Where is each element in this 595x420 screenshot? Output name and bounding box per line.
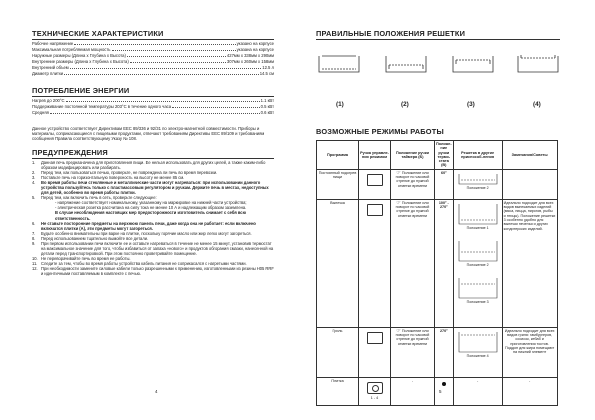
rack-caption: Положение 4	[466, 353, 489, 358]
table-row	[317, 199, 558, 327]
list-item-number: 11.	[32, 260, 38, 266]
table-row	[317, 327, 558, 377]
list-item-text: В случае несоблюдения настоящих мер предосторожности изготовитель снимает с себя всю ответственность.	[55, 210, 247, 221]
spec-label: Поддерживание постоянной температуры 203°С в течение одного часа	[32, 104, 172, 109]
energy-rule	[32, 96, 274, 97]
program-name: Плитка	[317, 377, 359, 405]
mode-knob-icon	[367, 174, 383, 186]
leader-dots	[127, 53, 226, 57]
list-item	[32, 266, 274, 276]
temperature: 270°	[435, 327, 454, 377]
list-item-text: Перед тем, как включить печь в сеть, проверьте следующее:	[41, 195, 157, 201]
list-item-text: - напряжение соответствует номинальному, указанному на маркировке на нижней части устройства;	[55, 200, 247, 206]
spec-label: Нагрев до 200°С	[32, 98, 65, 103]
leader-dots	[66, 98, 260, 102]
list-item-number: 1.	[32, 160, 36, 165]
leader-dots	[50, 110, 260, 114]
rack-position-label-4: (4)	[533, 101, 541, 108]
spec-value: 427мм х 338мм х 290мм	[226, 53, 274, 58]
rack-cell	[453, 169, 502, 199]
rack-position-2-figure	[385, 51, 427, 75]
list-item-text: Не ставьте посторонние предметы на верхнюю панель печи, даже когда она не работает: если включено включатся плитки (А), эти предметы могут загореться.	[41, 220, 256, 231]
page-number-left: 4	[155, 389, 158, 394]
table-row	[317, 169, 558, 199]
rack-caption: Положение 3	[466, 300, 489, 305]
list-item-text: При необходимости замените силовые кабели только разрешенными к применению, изготовленными из резины H05 RRF и идентичными поставляемым в комплекте с печью.	[41, 265, 274, 277]
mode-knob-cell	[359, 327, 391, 377]
header-mode-knob: Ручка управле-ния режимом	[359, 141, 391, 170]
spec-row	[32, 110, 274, 116]
mode-knob-cell	[359, 199, 391, 327]
header-notes: Замечания/Советы	[502, 141, 557, 170]
list-item	[32, 210, 274, 220]
leader-dots	[64, 71, 259, 75]
rack-position-icon	[458, 173, 498, 185]
note	[502, 169, 557, 199]
header-timer: Положение ручки таймера (Б)	[391, 141, 435, 170]
rack-cell	[453, 199, 502, 327]
list-item-text: Во время работы печи стеклянные и металлические части могут нагреваться: при использовании данного устройства пользуйтесь только с пластмассовым регулятором и ручкам. Держите печь в местах, недоступных для детей, особенно во время работы плитки.	[41, 180, 269, 196]
list-item	[32, 180, 274, 195]
list-item-number	[46, 210, 55, 220]
rack-caption: Положение 1	[466, 225, 489, 230]
modes-title: ВОЗМОЖНЫЕ РЕЖИМЫ РАБОТЫ	[316, 127, 444, 136]
list-item-number: 4.	[32, 180, 36, 186]
list-item-number: 6.	[32, 220, 36, 226]
timer-cell: ☞ Положение или поворот по часовой стрелке до нужной отметки времени	[391, 199, 435, 327]
list-item-text: Не переворачивайте печь во время ее работы.	[41, 255, 131, 261]
leader-dots	[112, 47, 236, 51]
rack-position-icon	[458, 240, 498, 262]
modes-table	[316, 140, 558, 406]
note: Идеально подходит для всех видов гриля: гамбургеров, сосисок, кебаб и приготовления тостов. Поддон для жира помещают на нижний элемент	[502, 327, 557, 377]
note: Идеально подходит для всех видов выпекаемых изделий (мяса, пицца, пирогов, рыбы и птицы). Положение решетки 3 особенно удобно для выпечки печенья и других кондитерских изделий.	[502, 199, 557, 327]
list-item-text: Будьте особенно внимательны при варке на плитке, поскольку горячие масло или жир легко могут загореться.	[41, 230, 252, 236]
spec-value: 1.1 кВт	[260, 98, 274, 103]
spec-value: 14.5 см	[259, 71, 274, 76]
list-item-number: 9.	[32, 240, 36, 246]
list-item	[32, 241, 274, 256]
program-name: Постоянный подогрев пищи	[317, 169, 359, 199]
list-item-text: Следите за тем, чтобы во время работы устройства кабель питания не соприкасался с нагретыми частями.	[41, 260, 247, 266]
rack-caption: Положение 2	[466, 263, 489, 268]
spec-label: Средняя	[32, 110, 49, 115]
hand-icon: ☞	[396, 199, 401, 206]
rack-position-label-2: (2)	[401, 101, 409, 108]
list-item-text: Перед использованием тщательно вымойте все детали.	[41, 235, 149, 241]
spec-label: Наружные размеры (Длина х Глубина х Высота)	[32, 53, 126, 58]
rack-position-label-3: (3)	[467, 101, 475, 108]
dot-icon	[442, 382, 446, 386]
energy-title: ПОТРЕБЛЕНИЕ ЭНЕРГИИ	[32, 86, 130, 95]
leader-dots	[70, 65, 262, 69]
list-item-text: Перед тем, как пользоваться печью, проверьте, не повреждена ли печь во время перевозки.	[41, 170, 218, 176]
spec-value: указана на корпусе	[236, 47, 274, 52]
timer-cell: -	[391, 377, 435, 405]
temperature: 100° - 270°	[435, 199, 454, 327]
spec-label: Максимальная потребляемая мощность	[32, 47, 111, 52]
spec-value: указано на корпусе	[236, 41, 274, 46]
rack-position-icon	[458, 277, 498, 299]
hand-icon: ☞	[396, 327, 401, 334]
header-rack: Решетка в другие приспособ-ления	[453, 141, 502, 170]
table-row	[317, 377, 558, 405]
mode-knob-icon	[367, 204, 383, 216]
modes-table-header	[317, 141, 558, 170]
list-item-text: Поставьте печь на горизонтальную поверхность на высоту не менее 85 см.	[41, 175, 185, 181]
spec-value: 307мм х 260мм х 158мм	[226, 59, 274, 64]
spec-row	[32, 71, 274, 77]
rack-position-label-1: (1)	[336, 101, 344, 108]
rack-position-icon	[458, 331, 498, 353]
program-name: Гриль	[317, 327, 359, 377]
list-item-number: 3.	[32, 175, 36, 181]
list-item-number: 10.	[32, 255, 38, 261]
rack-position-icon	[458, 203, 498, 225]
rack-position-4-figure	[517, 51, 559, 75]
spec-label: Диаметр плитки	[32, 71, 64, 76]
specs-title: ТЕХНИЧЕСКИЕ ХАРАКТЕРИСТИКИ	[32, 29, 164, 38]
energy-note: Данное устройство соответствует Директивам ЕЕС 89/336 и 92/31 по электро-магнитной совместимости. Приборы и материалы, соприкасающиеся с пищевыми продуктами, отвечают требованиям Директивы ЕЕС 89/109 и требованиям сообщения Правила соответствующему Указу № 108.	[32, 126, 265, 142]
positions-rule	[316, 39, 560, 40]
specs-rule	[32, 39, 274, 40]
timer-cell: ☞ Положение или поворот по часовой стрелке до нужной отметки времени	[391, 169, 435, 199]
list-item-number: 7.	[32, 230, 36, 236]
rack-cell	[453, 327, 502, 377]
temperature-cell	[435, 377, 454, 405]
knob-caption: 1 - 4	[370, 395, 379, 400]
rack-caption: Положение 2	[466, 185, 489, 190]
list-item-text: При первом использовании печи включите ее и оставьте нагреваться в течение не менее 15 минут, установив термостат на максимальное значение для того, чтобы избавиться от запаха «нового» и продуктов обгорания смазки, нанесенной на детали перед транспортировкой. При этом постоянно проветривайте помещение.	[41, 240, 274, 256]
positions-title: ПРАВИЛЬНЫЕ ПОЛОЖЕНИЯ РЕШЕТКИ	[316, 29, 466, 38]
spec-value: 0.6 кВт	[260, 110, 274, 115]
warnings-list	[32, 160, 274, 276]
page-number-right: 5	[439, 389, 442, 394]
list-item-number: 12.	[32, 265, 38, 271]
temperature: 60°	[435, 169, 454, 199]
mode-knob-cell	[359, 169, 391, 199]
timer-cell: ☞ Положение или поворот по часовой стрелке до нужной отметки времени	[391, 327, 435, 377]
rack-caption: -	[453, 377, 502, 405]
list-item-number: 2.	[32, 170, 36, 176]
rack-position-3-figure	[452, 51, 494, 75]
header-thermostat: Положе-ние ручки термо-стата (В)	[436, 142, 452, 168]
spec-label: Внутренний объем	[32, 65, 69, 70]
list-item	[32, 160, 274, 170]
leader-dots	[130, 59, 226, 63]
rack-position-1-figure	[318, 51, 360, 75]
list-item-number: 5.	[32, 195, 36, 201]
program-name: Выпечка	[317, 199, 359, 327]
list-item-text: - электрическая розетка рассчитана на силу тока не менее 10 А и надлежащим образом заземлена.	[55, 205, 247, 211]
mode-knob-icon	[367, 332, 383, 344]
leader-dots	[172, 104, 260, 108]
leader-dots	[74, 41, 235, 45]
hotplate-knob-icon	[367, 382, 383, 394]
header-program: Программа	[317, 141, 359, 170]
mode-knob-cell	[359, 377, 391, 405]
spec-label: Внутренние размеры (Длина х Глубина х Высота)	[32, 59, 129, 64]
warnings-title: ПРЕДУПРЕЖДЕНИЯ	[32, 148, 108, 157]
list-item	[32, 221, 274, 231]
note: -	[502, 377, 557, 405]
spec-label: Рабочее напряжение	[32, 41, 74, 46]
list-item-number: 8.	[32, 235, 36, 241]
spec-value: 12.5 л	[262, 65, 274, 70]
spec-value: 0.5 кВт	[260, 104, 274, 109]
hand-icon: ☞	[396, 169, 401, 176]
list-item-text: Данная печь предназначена для приготовления пищи. Ее нельзя использовать для других целей, а также каким-либо образом модифицировать или разбирать.	[41, 160, 266, 171]
warnings-rule	[32, 158, 274, 159]
